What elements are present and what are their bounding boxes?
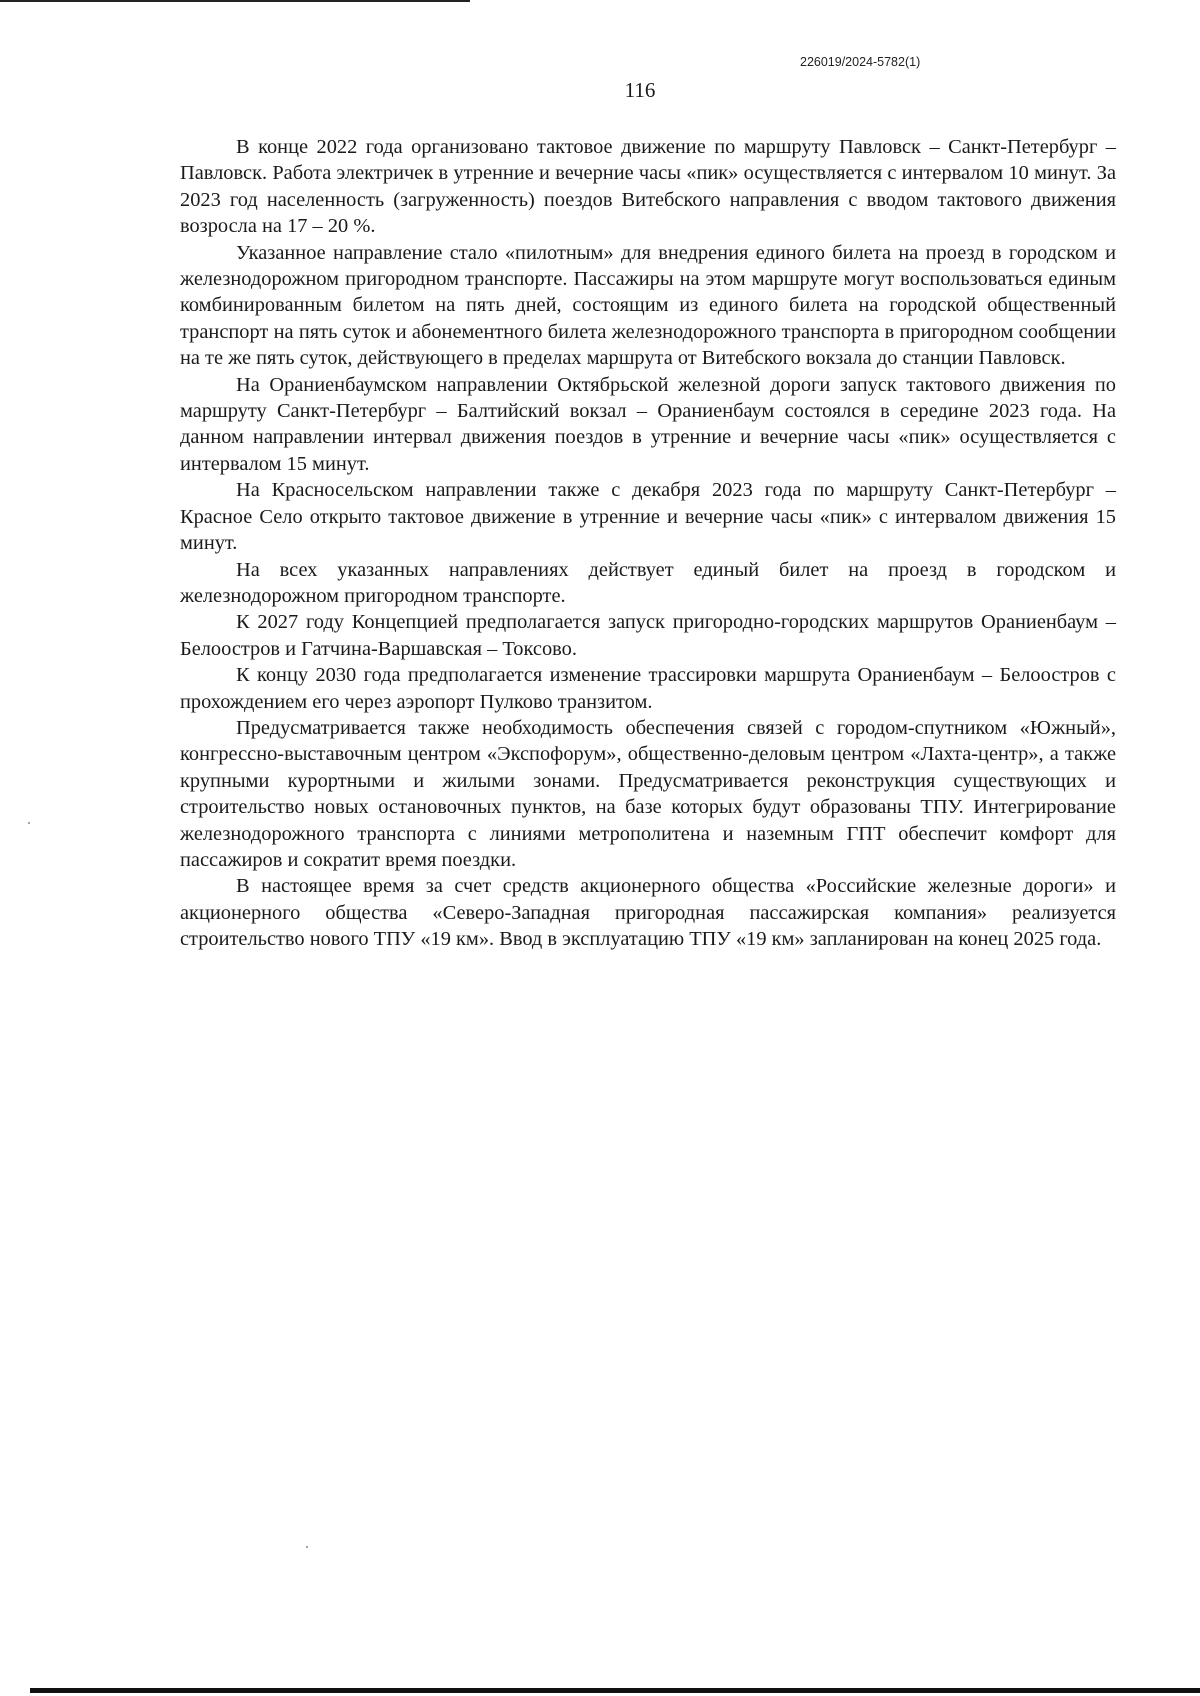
scan-speck [306, 1546, 308, 1548]
paragraph-3: На Ораниенбаумском направлении Октябрьской железной дороги запуск тактового движения по маршруту Санкт-Петербург – Балтийский вокзал – Ораниенбаум состоялся в середине 2023 года. На данном направлении интервал движения поездов в утренние и вечерние часы «пик» осуществляется с интервалом 15 минут. [180, 373, 1116, 475]
paragraph-2: Указанное направление стало «пилотным» для внедрения единого билета на проезд в городском и железнодорожном пригородном транспорте. Пассажиры на этом маршруте могут воспользоваться единым комбинированным билетом на пять дней, состоящим из единого билета на городской общественный транспорт на пять суток и абонементного билета железнодорожного транспорта в пригородном сообщении на те же пять суток, действующего в пределах маршрута от Витебского вокзала до станции Павловск. [180, 241, 1116, 370]
scan-edge-top [0, 0, 470, 2]
paragraph-7: К концу 2030 года предполагается изменение трассировки маршрута Ораниенбаум – Белоостров с прохождением его через аэропорт Пулково транзитом. [180, 664, 1116, 713]
scan-speck [28, 822, 30, 824]
paragraph-1: В конце 2022 года организовано тактовое движение по маршруту Павловск – Санкт-Петербург – Павловск. Работа электричек в утренние и вечерние часы «пик» осуществляется с интервалом 10 минут. За 2023 год населенность (загруженность) поездов Витебского направления с вводом тактового движения возросла на 17 – 20 %. [180, 136, 1116, 238]
document-id: 226019/2024-5782(1) [800, 55, 921, 69]
paragraph-5: На всех указанных направлениях действует единый билет на проезд в городском и железнодорожном пригородном транспорте. [180, 558, 1116, 607]
page-number: 116 [624, 78, 656, 102]
body-text [180, 134, 1116, 953]
paragraph-9: В настоящее время за счет средств акционерного общества «Российские железные дороги» и акционерного общества «Северо-Западная пригородная пассажирская компания» реализуется строительство нового ТПУ «19 км». Ввод в эксплуатацию ТПУ «19 км» запланирован на конец 2025 года. [180, 875, 1116, 951]
paragraph-6: К 2027 году Концепцией предполагается запуск пригородно-городских маршрутов Ораниенбаум – Белоостров и Гатчина-Варшавская – Токсово. [180, 611, 1116, 660]
scan-edge-bottom [30, 1688, 1200, 1693]
paragraph-8: Предусматривается также необходимость обеспечения связей с городом-спутником «Южный», конгрессно-выставочным центром «Экспофорум», общественно-деловым центром «Лахта-центр», а также крупными курортными и жилыми зонами. Предусматривается реконструкция существующих и строительство новых остановочных пунктов, на базе которых будут образованы ТПУ. Интегрирование железнодорожного транспорта с линиями метрополитена и наземным ГПТ обеспечит комфорт для пассажиров и сократит время поездки. [180, 716, 1116, 871]
paragraph-4: На Красносельском направлении также с декабря 2023 года по маршруту Санкт-Петербург – Красное Село открыто тактовое движение в утренние и вечерние часы «пик» с интервалом движения 15 минут. [180, 479, 1116, 555]
